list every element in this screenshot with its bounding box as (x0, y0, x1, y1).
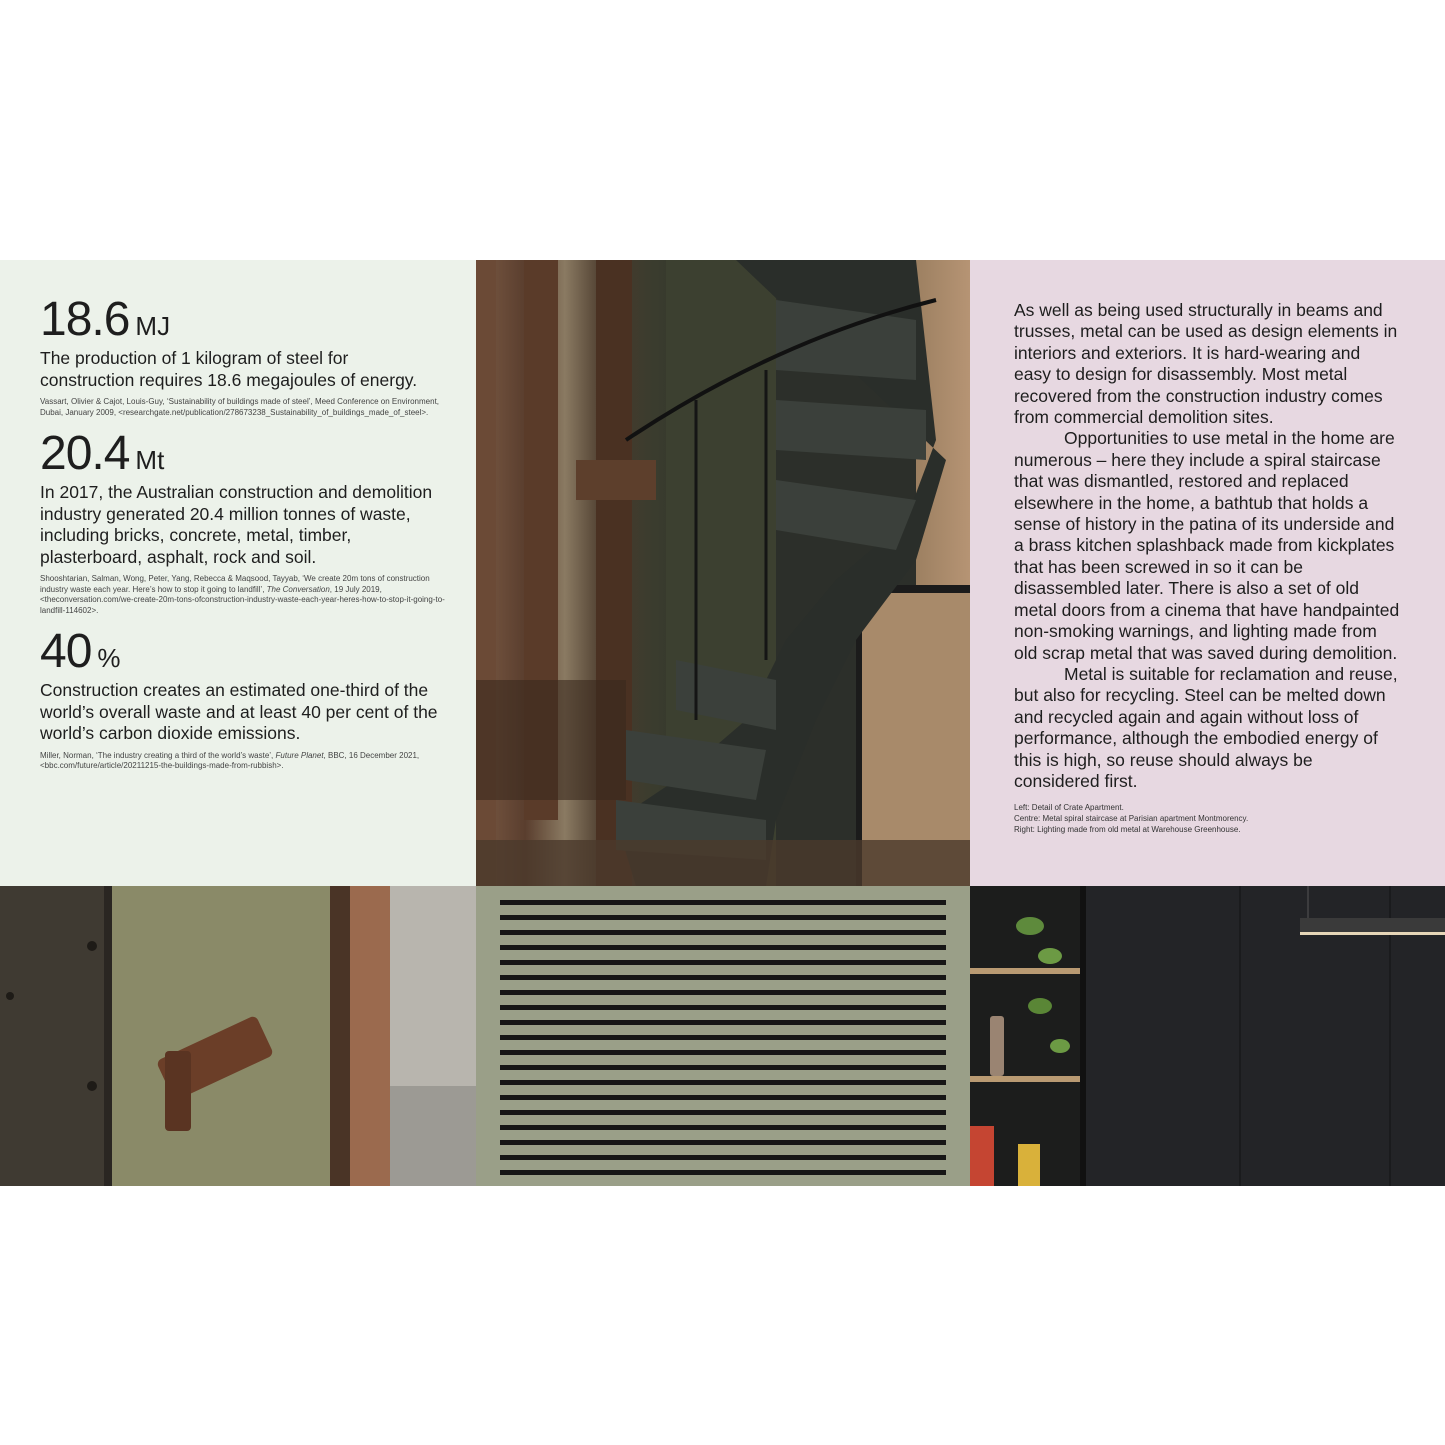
stat-unit: Mt (135, 445, 165, 475)
stripe (500, 900, 946, 905)
stat-number: 20.4 (40, 427, 130, 480)
stat-source: Vassart, Olivier & Cajot, Louis-Guy, ‘Sustainability of buildings made of steel’, Meed Conference on Environment, Dubai, January 2009, <researchgate.net/publication/278673238_Sustainability_of_buildings_made_of_steel>. (40, 397, 440, 417)
caption-right: Right: Lighting made from old metal at Warehouse Greenhouse. (1014, 825, 1241, 835)
stripe (500, 990, 946, 995)
stripe (500, 1110, 946, 1115)
stat-number: 18.6 (40, 293, 130, 346)
latch-illustration (0, 886, 476, 1186)
body-text-panel (970, 260, 1445, 886)
stripe (500, 1095, 946, 1100)
stripe (500, 1050, 946, 1055)
stat-steel-energy (40, 293, 446, 418)
stat-description: Construction creates an estimated one-third of the world’s overall waste and at least 40 per cent of the world’s carbon dioxide emissions. (40, 680, 438, 743)
stripe (500, 1170, 946, 1175)
stripe (500, 930, 946, 935)
stripe (500, 1080, 946, 1085)
stripe (500, 945, 946, 950)
source-text: Miller, Norman, ‘The industry creating a third of the world’s waste’, (40, 750, 276, 760)
caption-left: Left: Detail of Crate Apartment. (1014, 803, 1124, 813)
photo-captions (1014, 802, 1401, 835)
stats-panel (0, 260, 476, 886)
stat-figure (40, 427, 446, 480)
stripe (500, 1020, 946, 1025)
stat-source (40, 574, 446, 616)
book-spread (0, 260, 1445, 1186)
stat-description: In 2017, the Australian construction and demolition industry generated 20.4 million tonnes of waste, including bricks, concrete, metal, timber, plasterboard, asphalt, rock and soil. (40, 482, 433, 567)
stat-figure (40, 625, 446, 678)
lighting-illustration (970, 886, 1445, 1186)
body-paragraph: Opportunities to use metal in the home are numerous – here they include a spiral staircase that was dismantled, restored and replaced elsewhere in the home, a bathtub that holds a sense of history in the patina of its underside and a brass kitchen splashback made from kickplates that has been screwed in so it can be disassembled later. There is also a set of old metal doors from a cinema that have handpainted non-smoking warnings, and lighting made from old scrap metal that was saved during demolition. (1014, 428, 1400, 663)
stat-unit: % (97, 643, 121, 673)
stat-unit: MJ (135, 311, 171, 341)
stat-co2-emissions (40, 625, 446, 772)
source-text: , BBC, 16 December 2021, <bbc.com/future/article/20211215-the-buildings-made-from-rubbish>. (40, 750, 420, 770)
stripe (500, 1065, 946, 1070)
stripe (500, 915, 946, 920)
stripe (500, 1005, 946, 1010)
body-paragraph: Metal is suitable for reclamation and reuse, but also for recycling. Steel can be melted down and recycled again and again without loss of performance, although the embodied energy of this is high, so reuse should always be considered first. (1014, 663, 1398, 791)
stat-source (40, 751, 446, 772)
stripe (500, 1155, 946, 1160)
stripe (500, 1035, 946, 1040)
caption-centre: Centre: Metal spiral staircase at Parisian apartment Montmorency. (1014, 814, 1249, 824)
metal-door-latch-photo (0, 886, 476, 1186)
stripe (500, 975, 946, 980)
source-publication: The Conversation (266, 584, 330, 594)
source-text: , 19 July 2019, <theconversation.com/we-create-20m-tons-ofconstruction-industry-waste-each-year-heres-how-to-stop-it-going-to-landfill-114602>. (40, 584, 445, 615)
stripe (500, 1125, 946, 1130)
metal-lighting-photo (970, 886, 1445, 1186)
stat-figure (40, 293, 446, 346)
stripes-graphic (476, 886, 970, 1186)
source-text: Shooshtarian, Salman, Wong, Peter, Yang, Rebecca & Maqsood, Tayyab, ‘We create 20m tons of construction industry waste each year. Here’s how to stop it going to landfill’, (40, 574, 430, 594)
stripe (500, 1140, 946, 1145)
source-publication: Future Planet (275, 750, 324, 760)
staircase-illustration (476, 260, 970, 886)
body-paragraph: As well as being used structurally in beams and trusses, metal can be used as design elements in interiors and exteriors. It is hard-wearing and easy to design for disassembly. Most metal recovered from the construction industry comes from commercial demolition sites. (1014, 300, 1398, 428)
stat-description: The production of 1 kilogram of steel for construction requires 18.6 megajoules of energy. (40, 348, 418, 390)
stat-number: 40 (40, 625, 92, 678)
stripe (500, 960, 946, 965)
staircase-photo (476, 260, 970, 886)
stat-construction-waste (40, 427, 446, 616)
